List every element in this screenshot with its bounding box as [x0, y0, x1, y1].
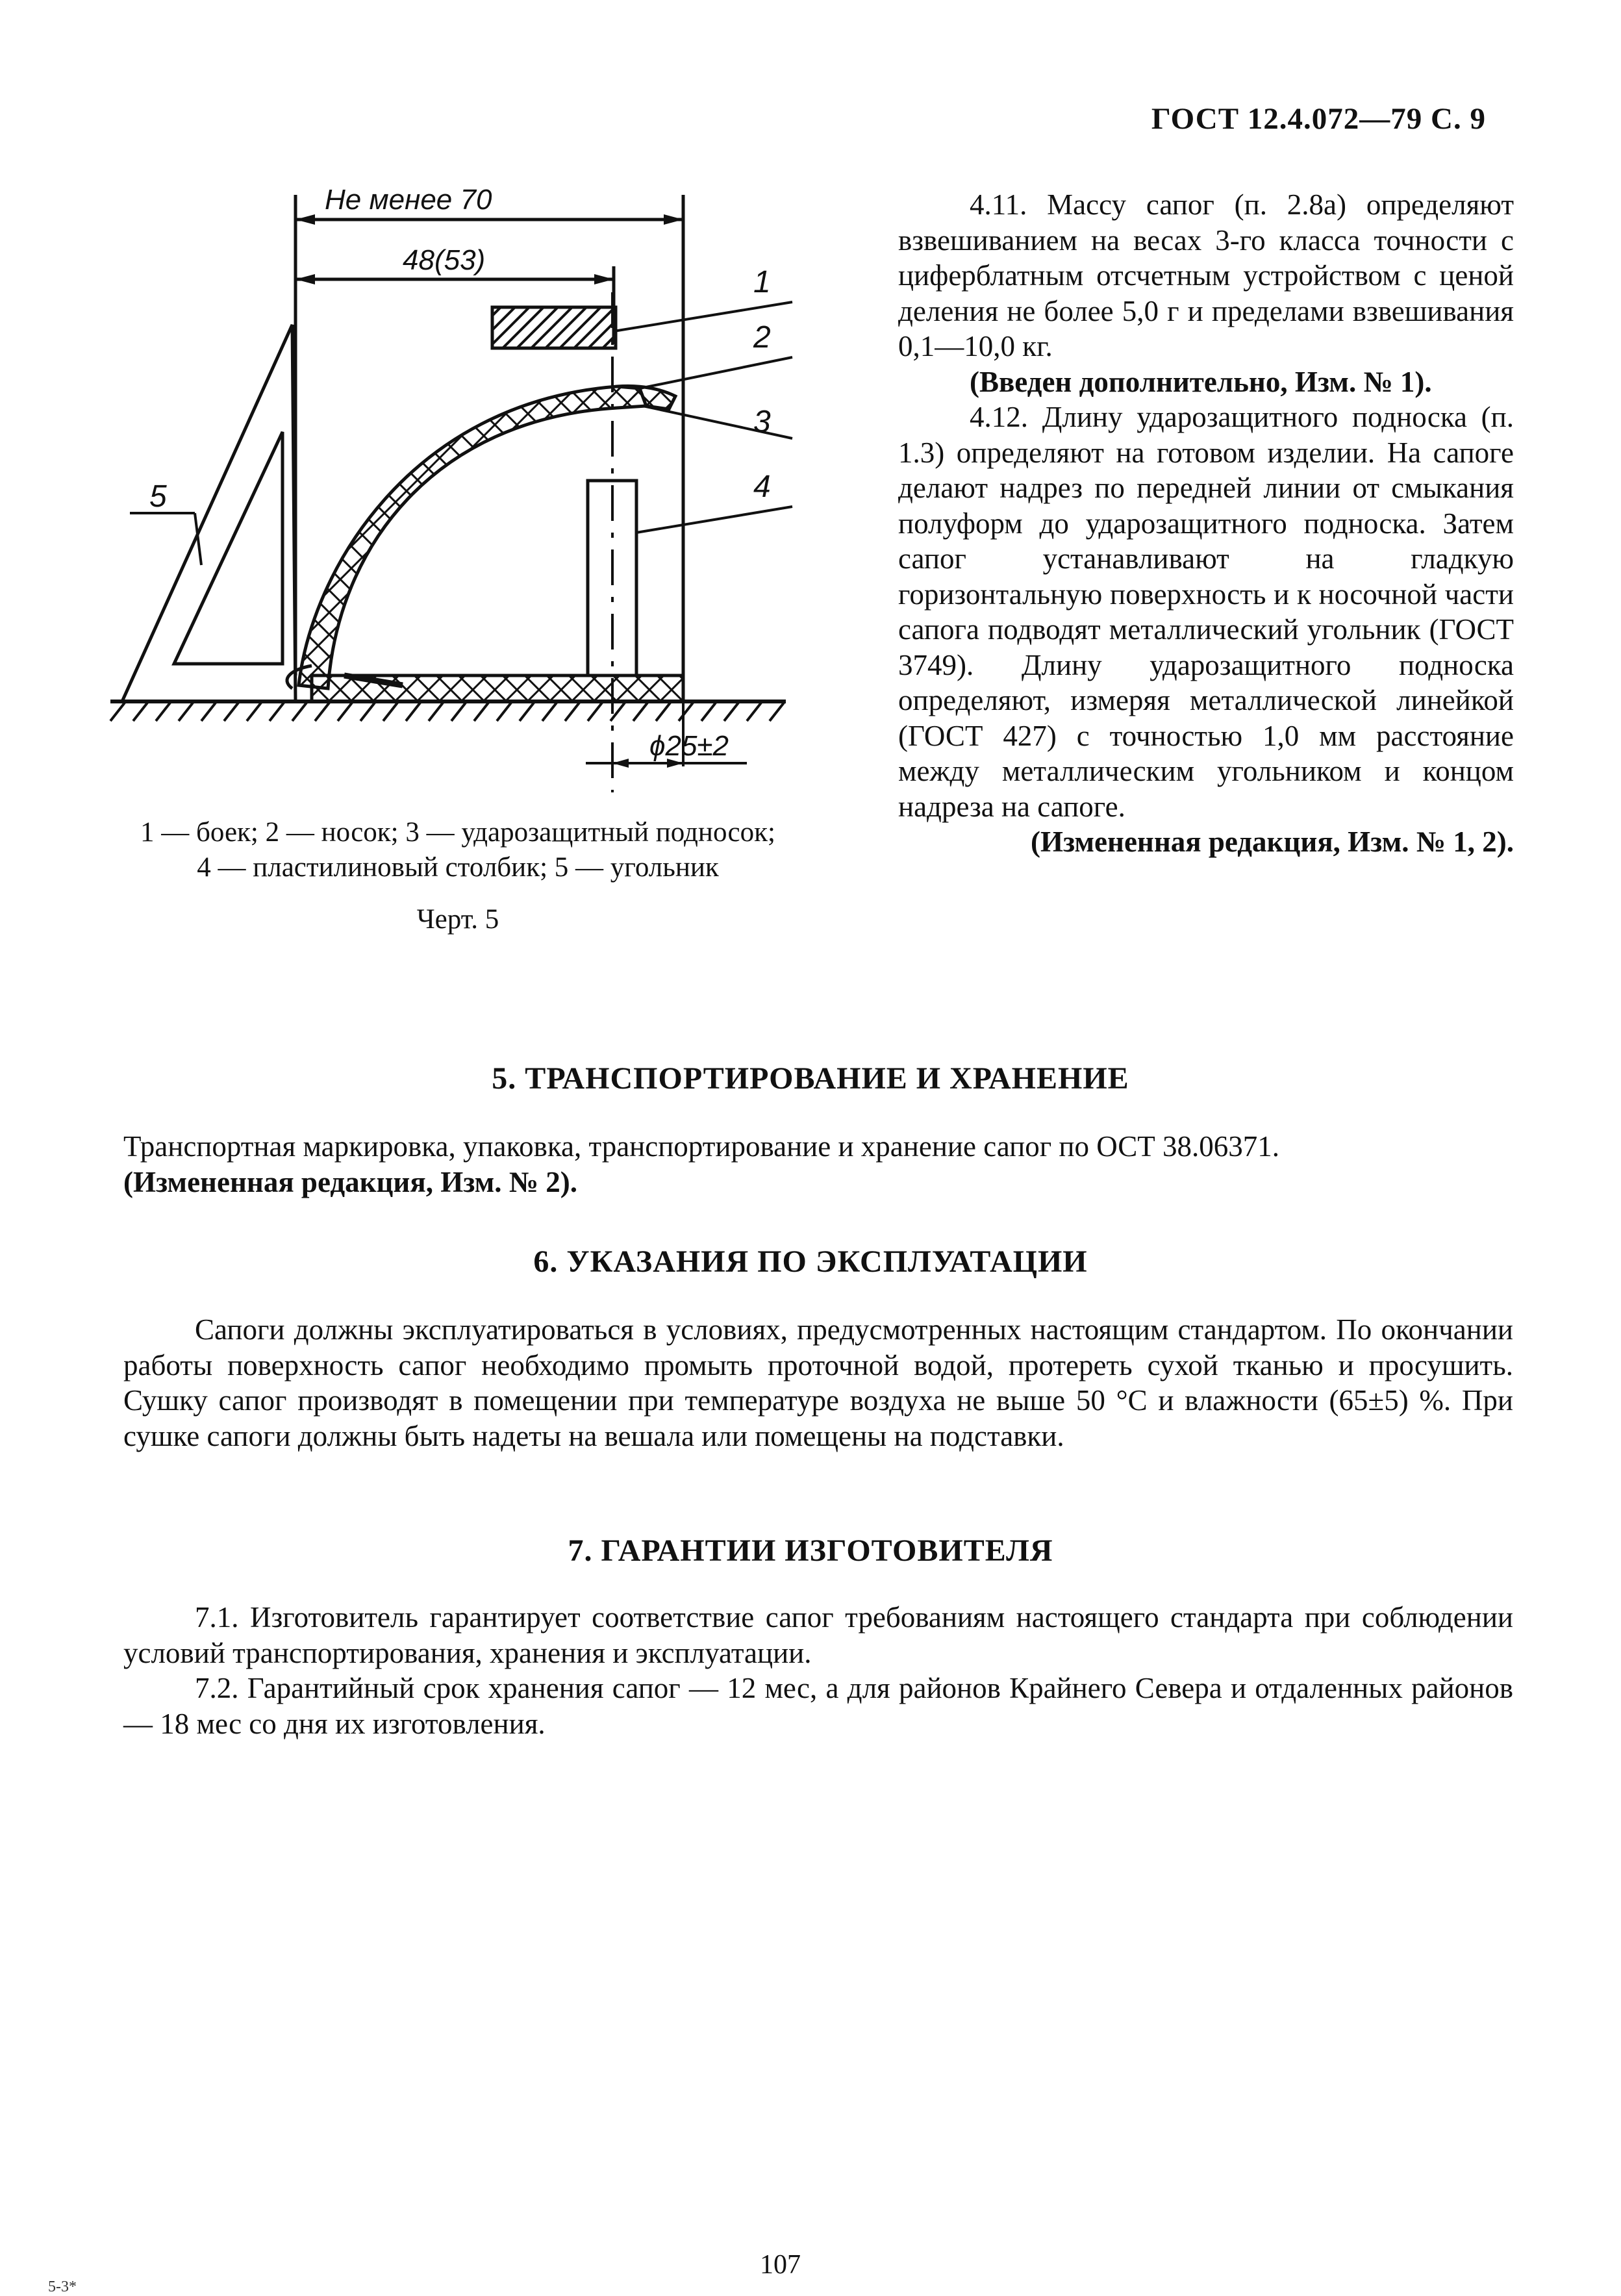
paragraph-7-1: 7.1. Изготовитель гарантирует соответствие сапог требованиям настоящего стандарта при соблюдении условий транспортирования, хранения и эксплуатации.: [123, 1601, 1513, 1669]
section-5-body: [123, 1129, 1513, 1200]
paragraph-7-2: 7.2. Гарантийный срок хранения сапог — 12 мес, а для районов Крайнего Севера и отдаленных районов — 18 мес со дня их изготовления.: [123, 1672, 1513, 1740]
label-1: 1: [753, 265, 771, 299]
figure-title: Черт. 5: [416, 904, 499, 935]
right-column: [898, 187, 1514, 860]
section-6-body: [123, 1312, 1513, 1454]
page-header: ГОСТ 12.4.072—79 С. 9: [1151, 102, 1486, 136]
label-2: 2: [753, 320, 771, 355]
label-5: 5: [149, 479, 167, 514]
dim-outer-label: Не менее 70: [325, 184, 492, 216]
figure-caption-line2: 4 — пластилиновый столбик; 5 — угольник: [197, 852, 719, 883]
label-4: 4: [753, 470, 771, 504]
section-6-title: 6. УКАЗАНИЯ ПО ЭКСПЛУАТАЦИИ: [533, 1244, 1088, 1279]
paragraph-4-11: 4.11. Массу сапог (п. 2.8а) определяют взвешиванием на весах 3-го класса точности с циферблатным отсчетным устройством с ценой деления не более 5,0 г и пределами взвешивания 0,1—10,0 кг.: [898, 188, 1514, 362]
paragraph-4-12: 4.12. Длину ударозащитного подноска (п. 1.3) определяют на готовом изделии. На сапоге делают надрез по передней линии от смыкания полуформ до ударозащитного подноска. Затем сапог устанавливают на гладкую горизонтальную поверхность и к носочной части сапога подводят металлический угольник (ГОСТ 3749). Длину ударозащитного подноска определяют, измеряя металлической линейкой (ГОСТ 427) с точностью 1,0 мм расстояние между металлическим угольником и концом надреза на сапоге.: [898, 401, 1514, 823]
section-7-title: 7. ГАРАНТИИ ИЗГОТОВИТЕЛЯ: [568, 1533, 1053, 1568]
figure-caption-line1: 1 — боек; 2 — носок; 3 — ударозащитный подносок;: [140, 817, 775, 848]
figure-drawing: [97, 182, 818, 799]
section-5-text: Транспортная маркировка, упаковка, транспортирование и хранение сапог по ОСТ 38.06371.: [123, 1130, 1280, 1163]
section-5-title: 5. ТРАНСПОРТИРОВАНИЕ И ХРАНЕНИЕ: [492, 1061, 1129, 1096]
dim-inner-label: 48(53): [403, 244, 486, 276]
dim-phi-label: ϕ25±2: [649, 730, 729, 762]
page-number: 107: [760, 2250, 801, 2280]
section-5-note: (Измененная редакция, Изм. № 2).: [123, 1165, 578, 1198]
amendment-note-1: (Введен дополнительно, Изм. № 1).: [970, 365, 1432, 398]
section-6-text: Сапоги должны эксплуатироваться в условиях, предусмотренных настоящим стандартом. По окончании работы поверхность сапог необходимо промыть проточной водой, протереть сухой тканью и просушить. Сушку сапог производят в помещении при температуре воздуха не выше 50 °С и влажности (65±5) %. При сушке сапоги должны быть надеты на вешала или помещены на подставки.: [123, 1313, 1513, 1452]
label-3: 3: [753, 405, 771, 439]
section-7-body: [123, 1600, 1513, 1741]
amendment-note-2: (Измененная редакция, Изм. № 1, 2).: [1030, 826, 1514, 858]
corner-mark: 5-3*: [48, 2278, 77, 2295]
